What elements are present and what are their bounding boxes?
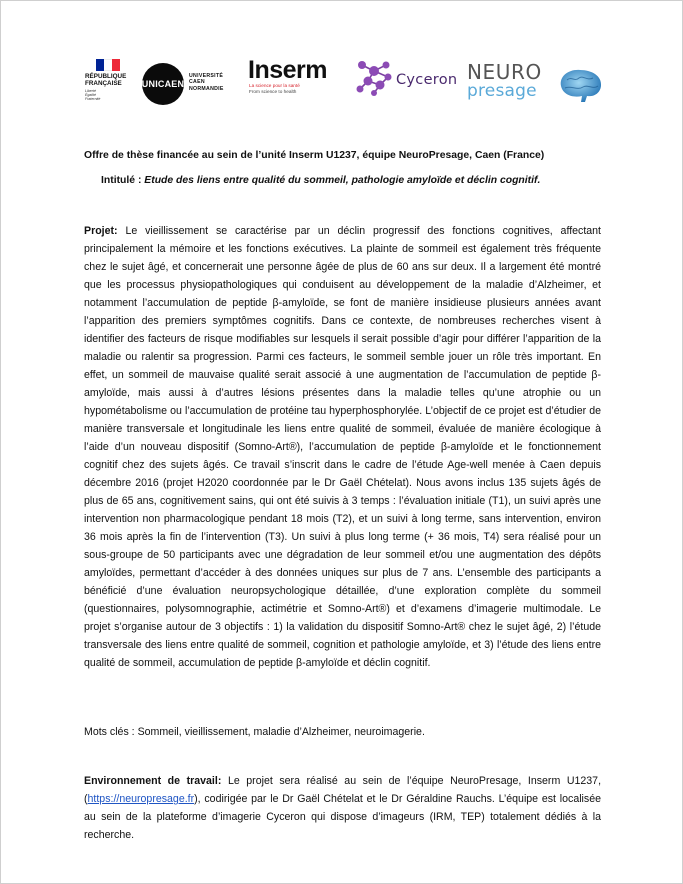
cyceron-word: Cyceron [396, 72, 458, 88]
french-flag-icon [96, 59, 120, 71]
presage-word: presage [467, 81, 537, 101]
projet-label: Projet: [84, 225, 118, 237]
neuropresage-logo [467, 58, 607, 108]
unicaen-logo [142, 63, 232, 107]
republique-name: RÉPUBLIQUE FRANÇAISE [85, 73, 127, 87]
neuro-word: NEURO [467, 60, 542, 84]
inserm-logo [248, 57, 338, 94]
environment-label: Environnement de travail: [84, 775, 222, 787]
republique-francaise-logo [85, 59, 139, 101]
neuropresage-link[interactable]: https://neuropresage.fr [87, 793, 195, 805]
keywords-line: Mots clés : Sommeil, vieillissement, maladie d’Alzheimer, neuroimagerie. [84, 726, 425, 738]
projet-text: Le vieillissement se caractérise par un déclin progressif des fonctions cognitives, affectant principalement la mémoire et les fonctions exécutives. La plainte de sommeil est également très fréquente chez le sujet âgé, et concernerait une personne âgée de plus de 60 ans sur deux. Il a largement été montré que les processus physiopathologiques qui conduisent au développement de la maladie d’Alzheimer, et notamment l’accumulation de peptide β-amyloïde, se font de manière insidieuse plusieurs années avant l’apparition des premiers symptômes cognitifs. Dans ce contexte, de nombreuses recherches visent à identifier des facteurs de risque modifiables sur lesquels il serait possible d’agir pour différer l’apparition de la maladie ou ralentir sa progression. Parmi ces facteurs, le sommeil semble jouer un rôle très important. En effet, un sommeil de mauvaise qualité serait associé à une augmentation de l’accumulation de peptide β-amyloïde, mais aussi à d’autres lésions présentes dans la maladie telles qu’une atrophie ou un hypométabolisme ou l’accumulation de protéine tau hyperphosphorylée. L’objectif de ce projet est d’étudier de manière transversale et longitudinale les liens entre qualité de sommeil, évaluée de manière écologique à l’aide d’un nouveau dispositif (Somno-Art®), l’accumulation de peptide β-amyloïde et le fonctionnement cognitif chez des sujets âgés. Ce travail s’inscrit dans le cadre de l’étude Age-well menée à Caen depuis décembre 2016 (projet H2020 coordonnée par le Dr Gaël Chételat). Nous avons inclus 135 sujets âgés de plus de 65 ans, cognitivement sains, qui ont été suivis à 3 temps : l’évaluation initiale (T1), un suivi après une intervention non pharmacologique pendant 18 mois (T2), et un suivi à long terme, sans intervention, environ 36 mois après la fin de l’intervention (T3). Un suivi à plus long terme (+ 36 mois, T4) sera réalisé pour un sous-groupe de 50 participants avec une dégradation de leur sommeil et/ou une augmentation des dépôts amyloïdes, permettant d’accéder à des données uniques sur plus de 7 ans. L’ensemble des participants a bénéficié d’une évaluation neuropsychologique détaillée, d’une exploration complète du sommeil (questionnaires, polysomnographie, actimétrie et Somno-Art®) et d’examens d’imagerie multimodale. Le projet s’organise autour de 3 objectifs : 1) la validation du dispositif Somno-Art® chez le sujet âgé, 2) l’étude transversale des liens entre qualité de sommeil, cognition et pathologie amyloïde, et 3) l’étude des liens entre qualité de sommeil, accumulation de peptide β-amyloïde et déclin cognitif. [84, 225, 601, 669]
unicaen-text: UNIVERSITÉ CAEN NORMANDIE [189, 73, 224, 92]
intitule-label: Intitulé : [101, 175, 142, 186]
cyceron-logo [352, 57, 458, 97]
environment-text-after: ), codirigée par le Dr Gaël Chételat et le Dr Géraldine Rauchs. L’équipe est localisée au sein de la plateforme d’imagerie Cyceron qui dispose d’imageurs (IRM, TEP) totalement dédiés à la recherche. [84, 793, 601, 841]
cyceron-molecule-icon [352, 57, 396, 97]
environment-text-before: Le projet sera réalisé au sein de l’équipe NeuroPresage, Inserm U1237, ( [84, 775, 602, 805]
brain-icon [555, 66, 605, 106]
projet-paragraph [84, 222, 601, 672]
unicaen-circle: UNICAEN [142, 63, 184, 105]
thesis-title [101, 172, 601, 190]
offer-title: Offre de thèse financée au sein de l’unité Inserm U1237, équipe NeuroPresage, Caen (France) [84, 150, 545, 161]
environment-paragraph [84, 772, 601, 844]
inserm-tagline: La science pour la santé From science to health [249, 83, 300, 94]
intitule-value: Etude des liens entre qualité du sommeil, pathologie amyloïde et déclin cognitif. [144, 175, 541, 186]
logo-bar [81, 51, 611, 113]
inserm-word: Inserm [248, 56, 327, 84]
republique-motto: Liberté Égalité Fraternité [85, 89, 101, 101]
